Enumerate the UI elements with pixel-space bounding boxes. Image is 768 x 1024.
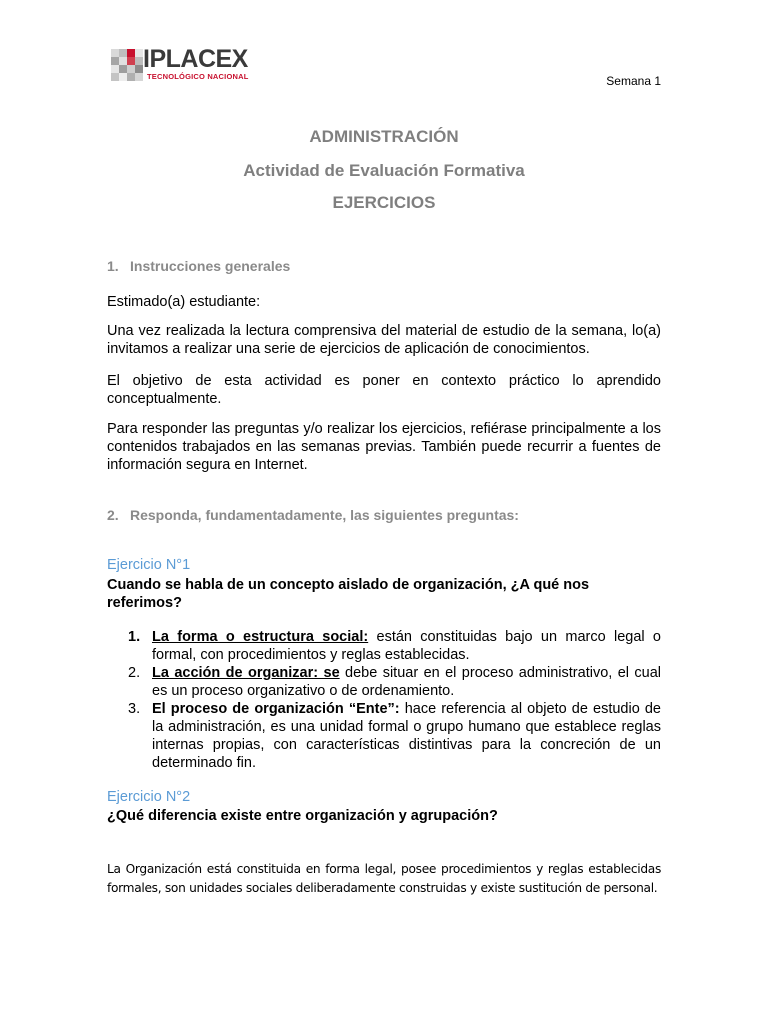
section-heading-instructions: 1. Instrucciones generales [107, 258, 291, 274]
logo-tagline: TECNOLÓGICO NACIONAL [147, 72, 249, 81]
exercise-1-label: Ejercicio N°1 [107, 557, 191, 573]
exercise-2-answer: La Organización está constituida en forma legal, posee procedimientos y reglas establecidas formales, son unidades sociales deliberadamente construidas y existe sustitución de personal. [107, 862, 661, 895]
activity-title: Actividad de Evaluación Formativa [243, 161, 525, 180]
course-title: ADMINISTRACIÓN [309, 127, 459, 146]
exercise-1-answer-list [107, 628, 661, 772]
instructions-paragraph-1: Una vez realizada la lectura comprensiva del material de estudio de la semana, lo(a) invitamos a realizar una serie de ejercicios de aplicación de conocimientos. [107, 323, 661, 357]
week-label: Semana 1 [606, 74, 661, 88]
answer-item: 3. El proceso de organización “Ente”: hace referencia al objeto de estudio de la administración, es una unidad formal o grupo humano que establece reglas internas propias, con características distintivas para la concreción de un determinado fin. [128, 701, 661, 771]
logo-wordmark: IPLACEX [143, 45, 248, 73]
instructions-paragraph-2: El objetivo de esta actividad es poner en contexto práctico lo aprendido conceptualmente. [107, 373, 661, 407]
iplacex-logo [111, 45, 261, 85]
greeting-text: Estimado(a) estudiante: [107, 294, 261, 310]
instructions-paragraph-3: Para responder las preguntas y/o realizar los ejercicios, refiérase principalmente a los contenidos trabajados en las semanas previas. También puede recurrir a fuentes de información segura en Internet. [107, 421, 661, 473]
logo-mosaic-icon [111, 49, 143, 81]
section-heading-questions: 2. Responda, fundamentadamente, las siguientes preguntas: [107, 507, 519, 523]
exercises-title: EJERCICIOS [332, 193, 436, 212]
exercise-2-question: ¿Qué diferencia existe entre organización y agrupación? [107, 808, 498, 824]
exercise-2-label: Ejercicio N°2 [107, 789, 191, 805]
exercise-1-question: Cuando se habla de un concepto aislado de organización, ¿A qué nos referimos? [107, 577, 590, 611]
answer-item: 2. La acción de organizar: se debe situar en el proceso administrativo, el cual es un proceso organizativo o de ordenamiento. [128, 665, 661, 699]
answer-item: 1. La forma o estructura social: están constituidas bajo un marco legal o formal, con procedimientos y reglas establecidas. [128, 629, 661, 663]
